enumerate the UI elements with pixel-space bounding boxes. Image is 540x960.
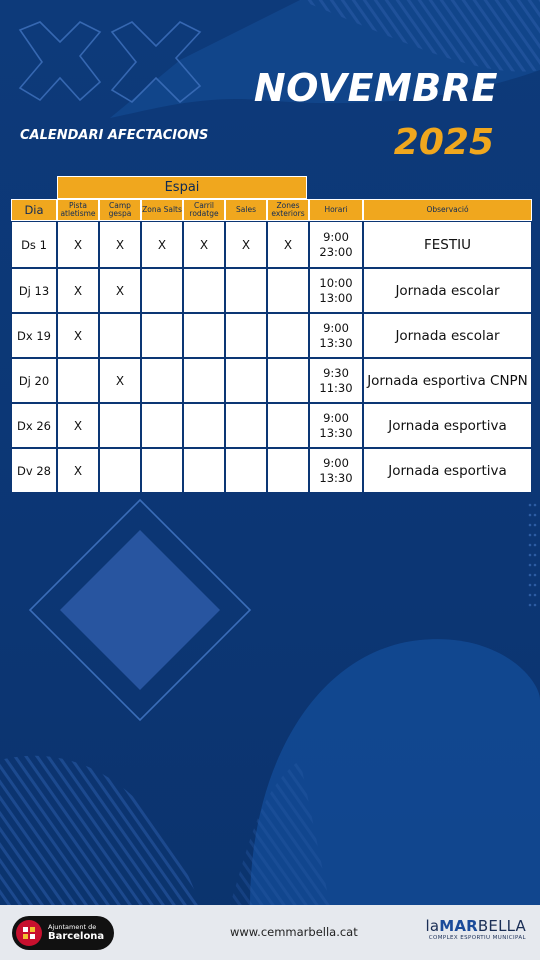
cell-mark <box>141 448 183 493</box>
table-row <box>11 358 532 403</box>
cell-mark: X <box>57 313 99 358</box>
cell-mark <box>267 268 309 313</box>
cell-mark <box>183 358 225 403</box>
cell-mark <box>99 403 141 448</box>
cell-mark <box>225 313 267 358</box>
cell-mark <box>225 268 267 313</box>
col-header-carril-rodatge: Carril rodatge <box>183 199 225 221</box>
cell-dia: Dj 13 <box>11 268 57 313</box>
column-header-row <box>11 199 532 221</box>
barcelona-shield-icon <box>16 920 42 946</box>
cell-mark <box>225 448 267 493</box>
time-end: 11:30 <box>319 380 353 395</box>
cell-dia: Ds 1 <box>11 221 57 268</box>
lamarbella-logo <box>425 917 526 941</box>
cell-mark <box>225 403 267 448</box>
cell-mark: X <box>99 221 141 268</box>
cell-mark: X <box>57 403 99 448</box>
table-row <box>11 221 532 268</box>
espai-group-header: Espai <box>57 176 307 199</box>
cell-mark <box>141 403 183 448</box>
group-header-row <box>11 176 532 199</box>
cell-mark: X <box>57 221 99 268</box>
cell-mark <box>57 358 99 403</box>
col-header-pista-atletisme: Pista atletisme <box>57 199 99 221</box>
cell-observacio: Jornada escolar <box>363 268 532 313</box>
cell-horari <box>309 358 363 403</box>
time-end: 13:30 <box>319 470 353 485</box>
table-row <box>11 268 532 313</box>
brand-bella: BELLA <box>477 917 526 935</box>
time-start: 9:00 <box>323 455 349 470</box>
cell-mark: X <box>183 221 225 268</box>
cell-mark <box>183 403 225 448</box>
cell-dia: Dj 20 <box>11 358 57 403</box>
col-header-sales: Sales <box>225 199 267 221</box>
cell-observacio: Jornada esportiva <box>363 448 532 493</box>
time-start: 9:00 <box>323 320 349 335</box>
cell-dia: Dx 19 <box>11 313 57 358</box>
table-body <box>11 221 532 493</box>
time-end: 13:30 <box>319 335 353 350</box>
table-row <box>11 403 532 448</box>
cell-observacio: Jornada esportiva <box>363 403 532 448</box>
cell-horari <box>309 403 363 448</box>
cell-mark <box>225 358 267 403</box>
cell-observacio: Jornada escolar <box>363 313 532 358</box>
ajuntament-logo <box>12 916 114 950</box>
cell-mark <box>141 313 183 358</box>
cell-horari <box>309 221 363 268</box>
cell-mark <box>267 358 309 403</box>
cell-observacio: Jornada esportiva CNPN <box>363 358 532 403</box>
cell-mark <box>267 448 309 493</box>
table-row <box>11 313 532 358</box>
cell-horari <box>309 268 363 313</box>
schedule-table <box>11 176 532 493</box>
cell-dia: Dx 26 <box>11 403 57 448</box>
cell-mark: X <box>99 358 141 403</box>
time-start: 10:00 <box>319 275 353 290</box>
cell-mark <box>183 268 225 313</box>
cell-mark <box>99 448 141 493</box>
ajuntament-line1: Ajuntament de <box>48 922 97 931</box>
time-end: 13:30 <box>319 425 353 440</box>
cell-mark <box>99 313 141 358</box>
time-end: 13:00 <box>319 290 353 305</box>
cell-mark <box>141 358 183 403</box>
cell-mark: X <box>57 268 99 313</box>
cell-mark: X <box>267 221 309 268</box>
cell-observacio: FESTIU <box>363 221 532 268</box>
year-title: 2025 <box>393 122 494 163</box>
cell-horari <box>309 448 363 493</box>
website-link[interactable]: www.cemmarbella.cat <box>230 925 358 939</box>
brand-mar: MAR <box>439 917 478 935</box>
cell-mark: X <box>57 448 99 493</box>
col-header-zones-exteriors: Zones exteriors <box>267 199 309 221</box>
col-header-dia: Dia <box>11 199 57 221</box>
cell-mark: X <box>99 268 141 313</box>
cell-mark <box>183 313 225 358</box>
cell-mark: X <box>141 221 183 268</box>
brand-la: la <box>425 917 440 935</box>
month-title: NOVEMBRE <box>253 66 498 110</box>
cell-mark <box>183 448 225 493</box>
col-header-horari: Horari <box>309 199 363 221</box>
cell-dia: Dv 28 <box>11 448 57 493</box>
ajuntament-line2: Barcelona <box>48 931 105 943</box>
cell-horari <box>309 313 363 358</box>
time-start: 9:00 <box>323 410 349 425</box>
col-header-camp-gespa: Camp gespa <box>99 199 141 221</box>
cell-mark <box>141 268 183 313</box>
table-row <box>11 448 532 493</box>
col-header-observacio: Observació <box>363 199 532 221</box>
cell-mark: X <box>225 221 267 268</box>
subtitle: CALENDARI AFECTACIONS <box>20 128 209 143</box>
cell-mark <box>267 403 309 448</box>
footer <box>0 905 540 960</box>
cell-mark <box>267 313 309 358</box>
brand-subtitle: COMPLEX ESPORTIU MUNICIPAL <box>428 935 526 941</box>
col-header-zona-salts: Zona Salts <box>141 199 183 221</box>
time-start: 9:00 <box>323 229 349 244</box>
time-end: 23:00 <box>319 244 353 259</box>
time-start: 9:30 <box>323 365 349 380</box>
